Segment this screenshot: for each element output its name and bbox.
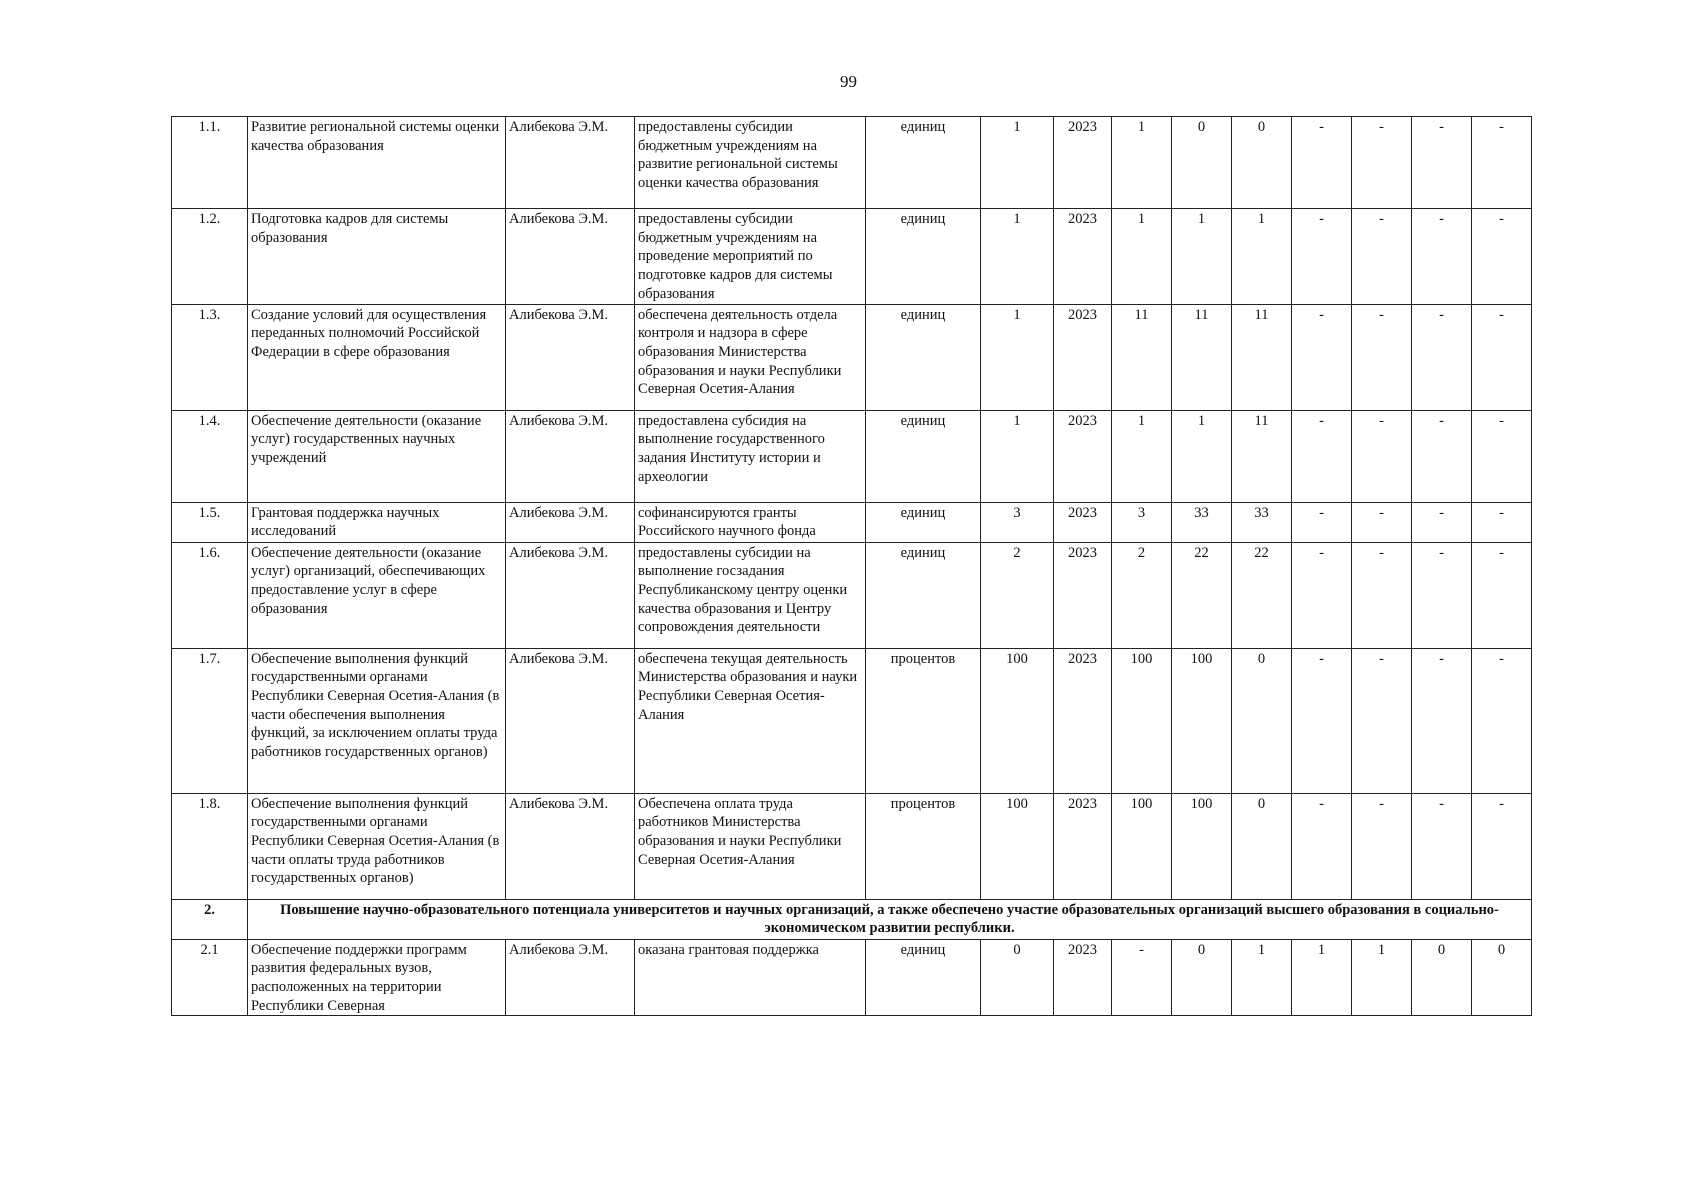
base-value: 1: [981, 209, 1054, 305]
responsible-person: Алибекова Э.М.: [506, 117, 635, 209]
value-col-6: -: [1412, 209, 1472, 305]
value-col-3: 33: [1232, 502, 1292, 542]
section-number: 2.: [172, 899, 248, 939]
base-value: 0: [981, 939, 1054, 1016]
value-col-6: -: [1412, 410, 1472, 502]
expected-result: софинансируются гранты Российского научного фонда: [635, 502, 866, 542]
base-year: 2023: [1054, 304, 1112, 410]
responsible-person: Алибекова Э.М.: [506, 410, 635, 502]
measure-name: Подготовка кадров для системы образования: [248, 209, 506, 305]
expected-result: предоставлены субсидии бюджетным учреждениям на развитие региональной системы оценки качества образования: [635, 117, 866, 209]
measure-name: Развитие региональной системы оценки качества образования: [248, 117, 506, 209]
value-col-4: -: [1292, 209, 1352, 305]
table-row: [172, 304, 1532, 410]
value-col-1: 11: [1112, 304, 1172, 410]
value-col-5: -: [1352, 793, 1412, 899]
value-col-2: 11: [1172, 304, 1232, 410]
responsible-person: Алибекова Э.М.: [506, 304, 635, 410]
row-number: 1.3.: [172, 304, 248, 410]
measure-name: Обеспечение поддержки программ развития федеральных вузов, расположенных на территории Республики Северная: [248, 939, 506, 1016]
value-col-4: -: [1292, 542, 1352, 648]
value-col-5: -: [1352, 117, 1412, 209]
responsible-person: Алибекова Э.М.: [506, 648, 635, 793]
base-year: 2023: [1054, 793, 1112, 899]
value-col-6: -: [1412, 793, 1472, 899]
table-row: [172, 209, 1532, 305]
section-title: Повышение научно-образовательного потенциала университетов и научных организаций, а также обеспечено участие образовательных организаций высшего образования в социально-экономическом развитии республики.: [248, 899, 1532, 939]
unit-of-measure: единиц: [866, 502, 981, 542]
value-col-1: 1: [1112, 209, 1172, 305]
base-year: 2023: [1054, 410, 1112, 502]
value-col-7: -: [1472, 648, 1532, 793]
table-row: [172, 117, 1532, 209]
row-number: 1.1.: [172, 117, 248, 209]
responsible-person: Алибекова Э.М.: [506, 939, 635, 1016]
unit-of-measure: единиц: [866, 939, 981, 1016]
measure-name: Обеспечение деятельности (оказание услуг) организаций, обеспечивающих предоставление услуг в сфере образования: [248, 542, 506, 648]
unit-of-measure: процентов: [866, 793, 981, 899]
responsible-person: Алибекова Э.М.: [506, 209, 635, 305]
value-col-4: -: [1292, 648, 1352, 793]
value-col-4: 1: [1292, 939, 1352, 1016]
value-col-5: -: [1352, 648, 1412, 793]
section-row: [172, 899, 1532, 939]
value-col-3: 22: [1232, 542, 1292, 648]
expected-result: обеспечена деятельность отдела контроля и надзора в сфере образования Министерства образования и науки Республики Северная Осетия-Алания: [635, 304, 866, 410]
value-col-7: -: [1472, 793, 1532, 899]
unit-of-measure: единиц: [866, 304, 981, 410]
expected-result: предоставлены субсидии бюджетным учреждениям на проведение мероприятий по подготовке кадров для системы образования: [635, 209, 866, 305]
value-col-2: 100: [1172, 793, 1232, 899]
base-value: 1: [981, 117, 1054, 209]
value-col-7: -: [1472, 410, 1532, 502]
table-body: [172, 117, 1532, 1016]
table-row: [172, 502, 1532, 542]
value-col-2: 22: [1172, 542, 1232, 648]
value-col-1: -: [1112, 939, 1172, 1016]
expected-result: оказана грантовая поддержка: [635, 939, 866, 1016]
table-row: [172, 410, 1532, 502]
value-col-5: -: [1352, 304, 1412, 410]
value-col-6: -: [1412, 502, 1472, 542]
row-number: 1.7.: [172, 648, 248, 793]
value-col-5: -: [1352, 502, 1412, 542]
row-number: 1.5.: [172, 502, 248, 542]
base-year: 2023: [1054, 648, 1112, 793]
base-value: 1: [981, 410, 1054, 502]
base-value: 3: [981, 502, 1054, 542]
measures-table: [171, 116, 1532, 1016]
unit-of-measure: единиц: [866, 117, 981, 209]
table-row: [172, 542, 1532, 648]
value-col-4: -: [1292, 410, 1352, 502]
measure-name: Обеспечение деятельности (оказание услуг) государственных научных учреждений: [248, 410, 506, 502]
value-col-1: 1: [1112, 117, 1172, 209]
measure-name: Обеспечение выполнения функций государственными органами Республики Северная Осетия-Алания (в части обеспечения выполнения функций, за исключением оплаты труда работников государственных органов): [248, 648, 506, 793]
value-col-6: -: [1412, 304, 1472, 410]
base-value: 100: [981, 793, 1054, 899]
value-col-4: -: [1292, 117, 1352, 209]
value-col-3: 0: [1232, 648, 1292, 793]
value-col-7: -: [1472, 117, 1532, 209]
row-number: 1.2.: [172, 209, 248, 305]
value-col-1: 100: [1112, 648, 1172, 793]
value-col-5: -: [1352, 209, 1412, 305]
unit-of-measure: единиц: [866, 209, 981, 305]
value-col-6: -: [1412, 117, 1472, 209]
value-col-7: -: [1472, 209, 1532, 305]
value-col-1: 2: [1112, 542, 1172, 648]
unit-of-measure: процентов: [866, 648, 981, 793]
row-number: 1.8.: [172, 793, 248, 899]
base-value: 100: [981, 648, 1054, 793]
value-col-3: 1: [1232, 209, 1292, 305]
value-col-7: -: [1472, 304, 1532, 410]
row-number: 1.6.: [172, 542, 248, 648]
value-col-7: -: [1472, 542, 1532, 648]
value-col-6: -: [1412, 542, 1472, 648]
base-year: 2023: [1054, 542, 1112, 648]
value-col-5: -: [1352, 542, 1412, 648]
base-year: 2023: [1054, 117, 1112, 209]
value-col-4: -: [1292, 304, 1352, 410]
value-col-2: 1: [1172, 209, 1232, 305]
value-col-4: -: [1292, 793, 1352, 899]
value-col-3: 0: [1232, 793, 1292, 899]
measure-name: Создание условий для осуществления переданных полномочий Российской Федерации в сфере образования: [248, 304, 506, 410]
responsible-person: Алибекова Э.М.: [506, 502, 635, 542]
value-col-2: 100: [1172, 648, 1232, 793]
value-col-3: 11: [1232, 304, 1292, 410]
value-col-3: 11: [1232, 410, 1292, 502]
row-number: 2.1: [172, 939, 248, 1016]
expected-result: обеспечена текущая деятельность Министерства образования и науки Республики Северная Осетия-Алания: [635, 648, 866, 793]
value-col-2: 0: [1172, 117, 1232, 209]
value-col-3: 1: [1232, 939, 1292, 1016]
page-number: 99: [840, 72, 857, 91]
value-col-6: -: [1412, 648, 1472, 793]
measure-name: Обеспечение выполнения функций государственными органами Республики Северная Осетия-Алания (в части оплаты труда работников государственных органов): [248, 793, 506, 899]
value-col-1: 1: [1112, 410, 1172, 502]
value-col-4: -: [1292, 502, 1352, 542]
measure-name: Грантовая поддержка научных исследований: [248, 502, 506, 542]
row-number: 1.4.: [172, 410, 248, 502]
base-value: 2: [981, 542, 1054, 648]
expected-result: предоставлена субсидия на выполнение государственного задания Институту истории и археологии: [635, 410, 866, 502]
responsible-person: Алибекова Э.М.: [506, 542, 635, 648]
value-col-1: 100: [1112, 793, 1172, 899]
value-col-2: 0: [1172, 939, 1232, 1016]
table-row: [172, 648, 1532, 793]
base-value: 1: [981, 304, 1054, 410]
value-col-2: 1: [1172, 410, 1232, 502]
expected-result: Обеспечена оплата труда работников Министерства образования и науки Республики Северная Осетия-Алания: [635, 793, 866, 899]
value-col-5: -: [1352, 410, 1412, 502]
base-year: 2023: [1054, 939, 1112, 1016]
value-col-2: 33: [1172, 502, 1232, 542]
unit-of-measure: единиц: [866, 542, 981, 648]
value-col-6: 0: [1412, 939, 1472, 1016]
value-col-7: 0: [1472, 939, 1532, 1016]
base-year: 2023: [1054, 209, 1112, 305]
responsible-person: Алибекова Э.М.: [506, 793, 635, 899]
unit-of-measure: единиц: [866, 410, 981, 502]
value-col-5: 1: [1352, 939, 1412, 1016]
expected-result: предоставлены субсидии на выполнение госзадания Республиканскому центру оценки качества образования и Центру сопровождения деятельности: [635, 542, 866, 648]
base-year: 2023: [1054, 502, 1112, 542]
table-row: [172, 793, 1532, 899]
table-row: [172, 939, 1532, 1016]
value-col-7: -: [1472, 502, 1532, 542]
value-col-1: 3: [1112, 502, 1172, 542]
value-col-3: 0: [1232, 117, 1292, 209]
